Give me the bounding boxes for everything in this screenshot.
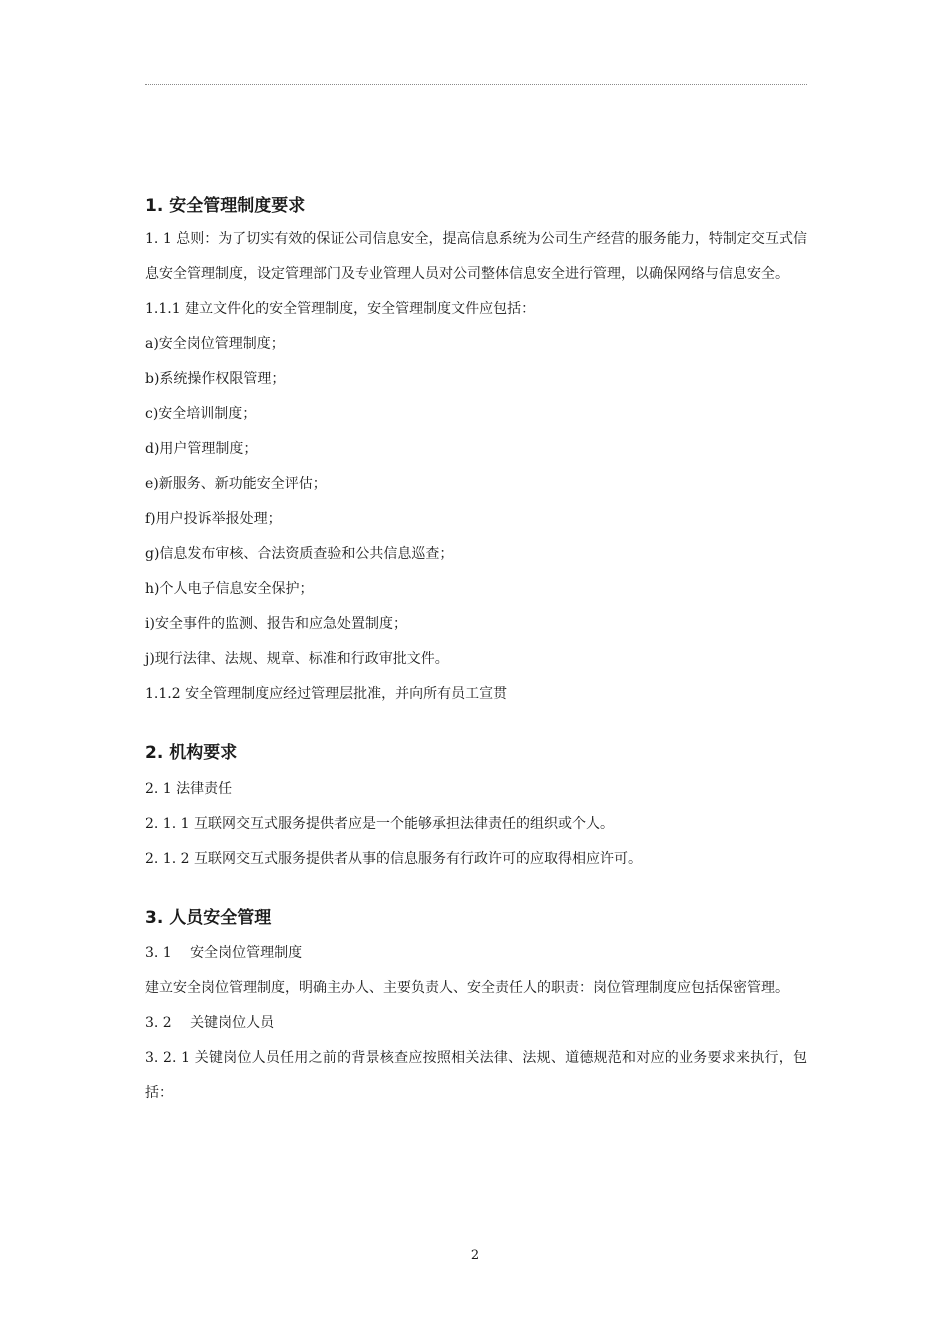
paragraph-body: 建立安全岗位管理制度，明确主办人、主要负责人、安全责任人的职责：岗位管理制度应包括保密管理。 <box>145 980 789 996</box>
section-heading: 3. 人员安全管理 <box>145 908 272 928</box>
section-3 <box>145 904 807 1111</box>
list-item: i)安全事件的监测、报告和应急处置制度； <box>145 616 407 632</box>
section-heading: 2. 机构要求 <box>145 743 238 763</box>
document-body <box>145 192 807 1111</box>
list-item: e)新服务、新功能安全评估； <box>145 476 327 492</box>
list-item: d)用户管理制度； <box>145 441 258 457</box>
list-item: h)个人电子信息安全保护； <box>145 581 314 597</box>
section-2 <box>145 739 807 877</box>
section-1 <box>145 192 807 712</box>
paragraph-clause: 2. 1. 1 互联网交互式服务提供者应是一个能够承担法律责任的组织或个人。 <box>145 816 614 832</box>
paragraph-clause: 3. 2 关键岗位人员 <box>145 1015 275 1031</box>
paragraph-clause: 2. 1. 2 互联网交互式服务提供者从事的信息服务有行政许可的应取得相应许可。 <box>145 851 642 867</box>
paragraph-clause: 2. 1 法律责任 <box>145 781 233 797</box>
list-item: g)信息发布审核、合法资质查验和公共信息巡查； <box>145 546 454 562</box>
paragraph-general-rules: 1. 1 总则：为了切实有效的保证公司信息安全，提高信息系统为公司生产经营的服务能力，特制定交互式信息安全管理制度，设定管理部门及专业管理人员对公司整体信息安全进行管理，以确保网络与信息安全。 <box>145 231 807 282</box>
section-heading: 1. 安全管理制度要求 <box>145 196 306 216</box>
paragraph-clause: 1.1.2 安全管理制度应经过管理层批准，并向所有员工宣贯 <box>145 686 508 702</box>
paragraph-body: 3. 2. 1 关键岗位人员任用之前的背景核查应按照相关法律、法规、道德规范和对应的业务要求来执行，包括： <box>145 1050 807 1101</box>
list-item: f)用户投诉举报处理； <box>145 511 282 527</box>
list-item: c)安全培训制度； <box>145 406 257 422</box>
page-number: 2 <box>470 1248 480 1263</box>
paragraph-clause: 3. 1 安全岗位管理制度 <box>145 945 303 961</box>
header-dotted-rule <box>145 84 807 85</box>
list-item: b)系统操作权限管理； <box>145 371 286 387</box>
list-item: a)安全岗位管理制度； <box>145 336 285 352</box>
paragraph-clause: 1.1.1 建立文件化的安全管理制度，安全管理制度文件应包括： <box>145 301 536 317</box>
list-item: j)现行法律、法规、规章、标准和行政审批文件。 <box>145 651 449 667</box>
